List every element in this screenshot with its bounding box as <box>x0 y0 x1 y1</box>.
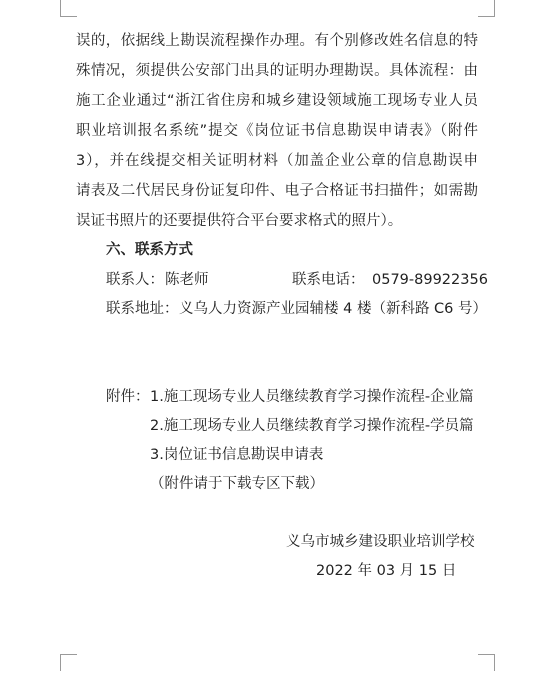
page-corner-mark-bottom-left <box>60 654 77 671</box>
attachment-item-2: 2.施工现场专业人员继续教育学习操作流程-学员篇 <box>150 418 474 434</box>
contact-address-label: 联系地址： <box>106 301 179 317</box>
contact-person-label: 联系人： <box>106 272 164 288</box>
contact-person: 陈老师 <box>165 272 209 288</box>
page-corner-mark-top-left <box>60 0 77 17</box>
contact-phone-label: 联系电话： <box>292 272 365 288</box>
attachment-item-3: 3.岗位证书信息勘误申请表 <box>150 447 324 463</box>
attachments-label: 附件： <box>106 389 150 405</box>
body-line: 3），并在线提交相关证明材料（加盖企业公章的信息勘误申 <box>76 153 478 169</box>
body-line: 施工企业通过“浙江省住房和城乡建设领域施工现场专业人员 <box>76 93 478 109</box>
signature-date: 2022 年 03 月 15 日 <box>316 563 457 579</box>
contact-address: 义乌人力资源产业园辅楼 4 楼（新科路 C6 号） <box>179 301 488 317</box>
attachments-note: （附件请于下载专区下载） <box>150 476 324 492</box>
body-line: 误证书照片的还要提供符合平台要求格式的照片）。 <box>76 213 403 229</box>
attachment-item-1: 1.施工现场专业人员继续教育学习操作流程-企业篇 <box>150 389 474 405</box>
contact-heading: 六、联系方式 <box>106 242 193 258</box>
body-line: 职业培训报名系统”提交《岗位证书信息勘误申请表》（附件 <box>76 123 478 139</box>
page-corner-mark-top-right <box>478 0 495 17</box>
page-corner-mark-bottom-right <box>478 654 495 671</box>
contact-phone: 0579-89922356 <box>372 272 488 288</box>
signature-org: 义乌市城乡建设职业培训学校 <box>286 534 475 550</box>
body-line: 误的，依据线上勘误流程操作办理。有个别修改姓名信息的特 <box>76 33 478 49</box>
body-line: 请表及二代居民身份证复印件、电子合格证书扫描件；如需勘 <box>76 183 478 199</box>
body-line: 殊情况，须提供公安部门出具的证明办理勘误。具体流程：由 <box>76 63 478 79</box>
